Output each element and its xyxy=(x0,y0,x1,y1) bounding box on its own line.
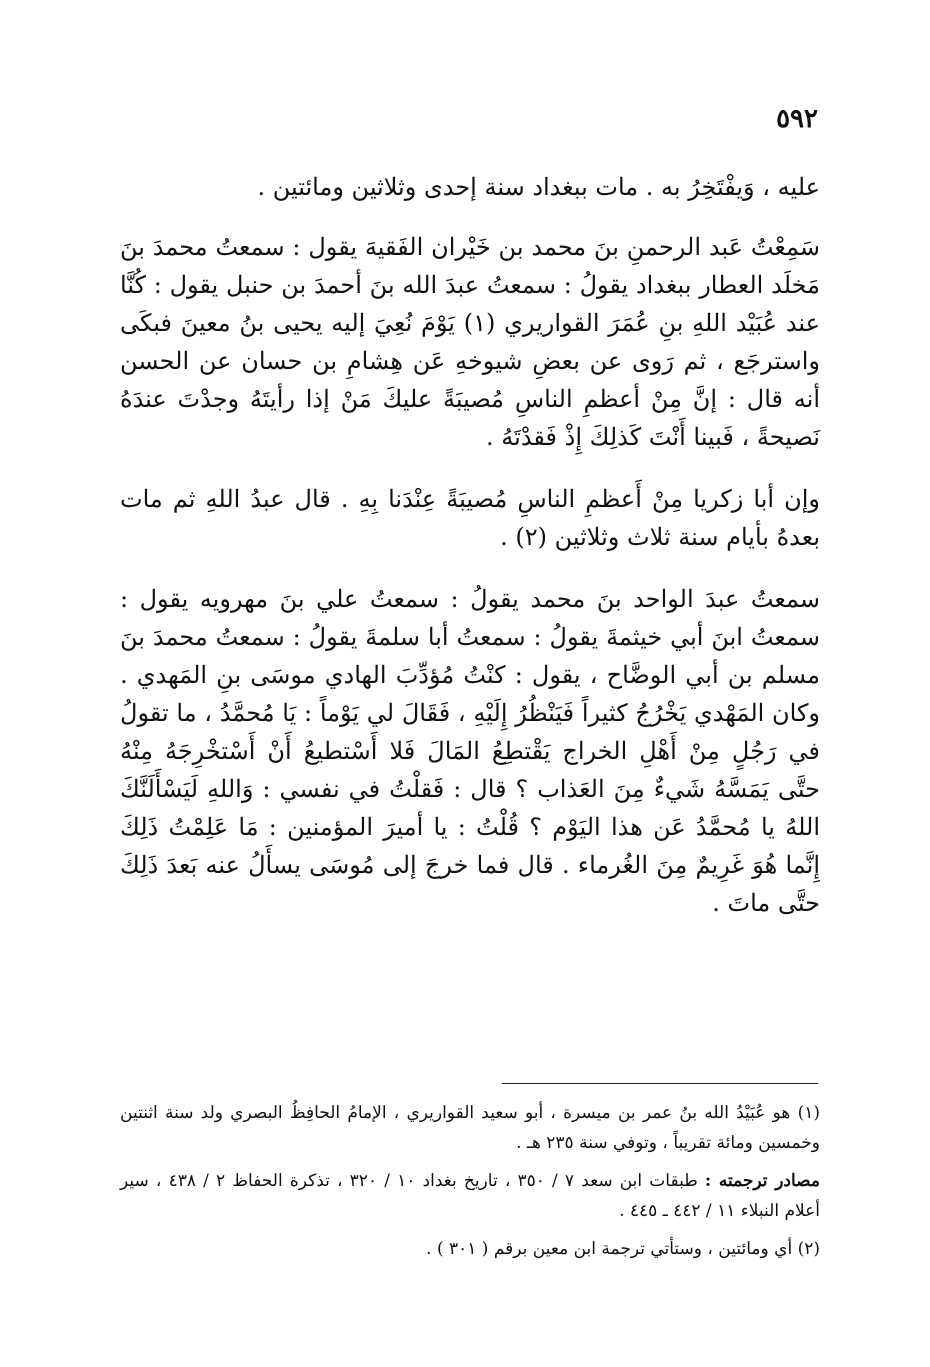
paragraph-4: سمعتُ عبدَ الواحد بنَ محمد يقولُ : سمعتُ علي بنَ مهرويه يقول : سمعتُ ابنَ أبي خيثمةَ يقولُ : سمعتُ أبا سلمةَ يقولُ : سمعتُ محمدَ بنَ مسلم بن أبي الوضَّاح ، يقول : كنْتُ مُؤدِّبَ الهادي موسَى بنِ المَهدي . وكان المَهْدي يَخْرُجُ كثيراً فَيَنْظُرُ إِلَيْهِ ، فَقَالَ لي يَوْماً : يَا مُحمَّدُ ، ما تقولُ في رَجُلٍ مِنْ أَهْلِ الخراج يَقْتطِعُ المَالَ فَلا أَسْتطيعُ أَنْ أَسْتخْرِجَهُ مِنْهُ حتَّى يَمَسَّهُ شَيءٌ مِنَ العَذاب ؟ قال : فَقلْتُ في نفسي : وَاللهِ لَيَسْأَلَنَّكَ اللهُ يا مُحمَّدُ عَن هذا اليَوْم ؟ قُلْتُ : يا أميرَ المؤمنين : مَا عَلِمْتُ ذَلِكَ إِنَّما هُوَ غَرِيمٌ مِنَ الغُرماء . قال فما خرجَ إلى مُوسَى يسأَلُ عنه بَعدَ ذَلِكَ حتَّى ماتَ . xyxy=(120,585,821,917)
page-number: ٥٩٢ xyxy=(776,104,818,134)
main-text xyxy=(120,168,820,946)
paragraph-3: وإن أبا زكريا مِنْ أَعظمِ الناسِ مُصيبَةً عِنْدَنا بِهِ . قال عبدُ اللهِ ثم مات بعدهُ بأيام سنة ثلاث وثلاثين (٢) . xyxy=(120,485,820,551)
sources-text: طبقات ابن سعد ٧ / ٣٥٠ ، تاريخ بغداد ١٠ / ٣٢٠ ، تذكرة الحفاظ ٢ / ٤٣٨ ، سير أعلام النبلاء ١١ / ٤٤٢ ـ ٤٤٥ . xyxy=(120,1171,820,1221)
footnote-2: (٢) أي ومائتين ، وستأتي ترجمة ابن معين برقم ( ٣٠١ ) . xyxy=(426,1239,820,1259)
footnote-divider xyxy=(502,1083,818,1084)
footnote-sources xyxy=(120,1166,820,1226)
paragraph-1: عليه ، وَيفْتَخِرُ به . مات ببغداد سنة إحدى وثلاثين ومائتين . xyxy=(257,173,820,201)
paragraph-2: سَمِعْتُ عَبد الرحمنِ بنَ محمد بن خَيْران الفَقيهَ يقول : سمعتُ محمدَ بنَ مَخلَد العطار ببغداد يقولُ : سمعتُ عبدَ الله بنَ أحمدَ بن حنبل يقول : كُنَّا عند عُبَيْد اللهِ بنِ عُمَرَ القواريري (١) يَوْمَ نُعِيَ إليه يحيى بنُ معينَ فبكَى واسترجَع ، ثم رَوى عن بعضِ شيوخهِ عَن هِشامِ بن حسان عن الحسن أنه قال : إنَّ مِنْ أعظمِ الناسِ مُصيبَةً عليكَ مَنْ إذا رأيتَهُ وجدْتَ عندَهُ نَصيحةً ، فَبينا أَنْتَ كَذلِكَ إِذْ فَقدْتَهُ . xyxy=(120,233,820,451)
footnote-1: (١) هو عُبَيْدُ الله بنُ عمر بن ميسرة ، أبو سعيد القواريري ، الإمامُ الحافِظُ البصري ولد سنة اثنتين وخمسين ومائة تقريباً ، وتوفي سنة ٢٣٥ هـ . xyxy=(120,1103,820,1153)
sources-label: مصادر ترجمته : xyxy=(704,1171,821,1191)
footnotes xyxy=(120,1098,820,1272)
